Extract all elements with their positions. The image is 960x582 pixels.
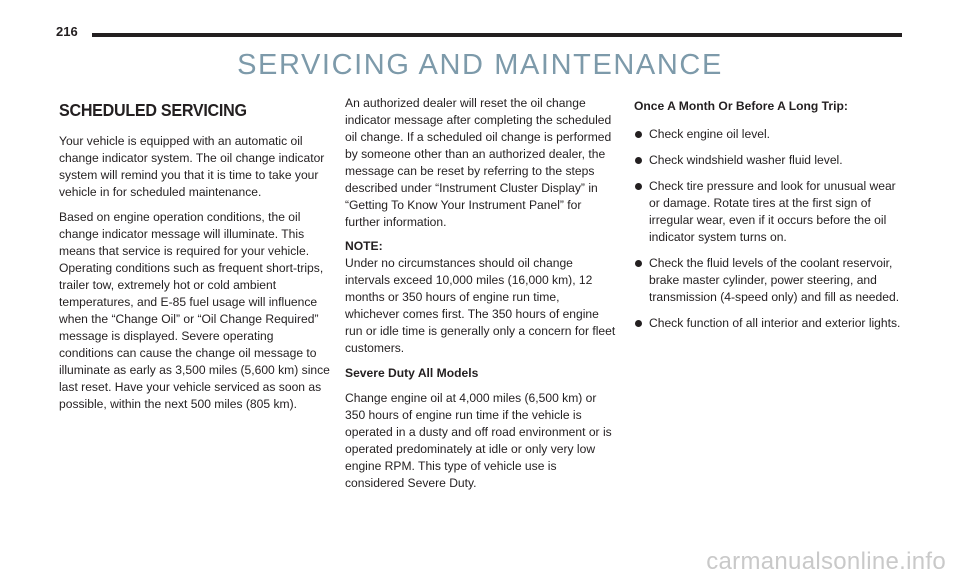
list-item: Check function of all interior and exterior lights. <box>634 315 906 332</box>
list-item: Check windshield washer fluid level. <box>634 152 906 169</box>
note-text: Under no circumstances should oil change intervals exceed 10,000 miles (16,000 km), 12 months or 350 hours of engine run time, whichever comes first. The 350 hours of engine run or idle time is generally only a concern for fleet customers. <box>345 256 616 355</box>
severe-duty-heading: Severe Duty All Models <box>345 366 479 380</box>
note-label: NOTE: <box>345 239 383 253</box>
watermark: carmanualsonline.info <box>706 548 946 575</box>
intro-paragraph: Your vehicle is equipped with an automatic oil change indicator system. The oil change indicator system will remind you that it is time to take your vehicle in for scheduled maintenance. <box>59 134 325 199</box>
dealer-reset-paragraph: An authorized dealer will reset the oil change indicator message after completing the scheduled oil change. If a scheduled oil change is performed by someone other than an authorized dealer, the message can be reset by referring to the steps described under “Instrument Cluster Display” in “Getting To Know Your Instrument Panel” for further information. <box>345 96 612 229</box>
column-3 <box>634 95 906 341</box>
bullet-icon <box>635 320 642 327</box>
column-1 <box>59 95 331 421</box>
list-item: Check the fluid levels of the coolant reservoir, brake master cylinder, power steering, and transmission (4-speed only) and fill as needed. <box>634 255 906 306</box>
section-heading: SCHEDULED SERVICING <box>59 100 247 120</box>
column-2 <box>345 95 617 500</box>
bullet-icon <box>635 183 642 190</box>
severe-duty-paragraph: Change engine oil at 4,000 miles (6,500 km) or 350 hours of engine run time if the vehicle is operated in a dusty and off road environment or is operated predominately at idle or only very low engine RPM. This type of vehicle use is considered Severe Duty. <box>345 391 612 490</box>
chapter-title: SERVICING AND MAINTENANCE <box>237 49 723 81</box>
list-item: Check tire pressure and look for unusual wear or damage. Rotate tires at the first sign of irregular wear, even if it occurs before the oil indicator system turns on. <box>634 178 906 246</box>
conditions-paragraph: Based on engine operation conditions, the oil change indicator message will illuminate. This means that service is required for your vehicle. Operating conditions such as frequent short-trips, trailer tow, extremely hot or cold ambient temperatures, and E-85 fuel usage will influence when the “Change Oil” or “Oil Change Required” message is displayed. Severe operating conditions can cause the change oil message to illuminate as early as 3,500 miles (5,600 km) since last reset. Have your vehicle serviced as soon as possible, within the next 500 miles (805 km). <box>59 210 330 411</box>
monthly-checks-heading: Once A Month Or Before A Long Trip: <box>634 99 848 113</box>
bullet-icon <box>635 260 642 267</box>
header-rule <box>92 33 902 37</box>
page-number: 216 <box>56 24 78 39</box>
checklist <box>634 126 906 332</box>
bullet-icon <box>635 131 642 138</box>
bullet-icon <box>635 157 642 164</box>
list-item: Check engine oil level. <box>634 126 906 143</box>
